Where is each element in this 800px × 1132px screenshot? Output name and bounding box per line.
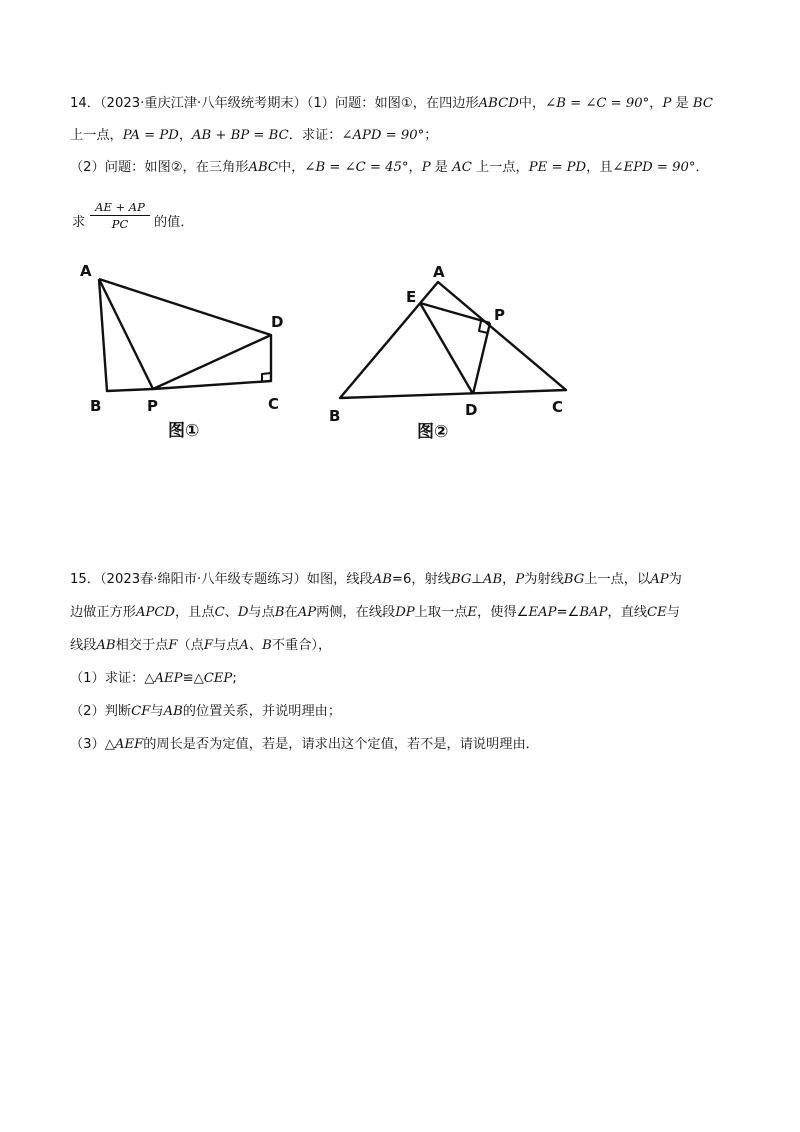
fig1-label-c: C: [268, 395, 280, 413]
q14-number: 14．: [70, 96, 100, 111]
fig2-triangle-abc: [340, 282, 566, 398]
q15-number: 15．: [70, 572, 100, 587]
q14-figures: [0, 0, 800, 460]
q15-part-2: （2）判断CF与AB的位置关系，并说明理由；: [70, 704, 342, 719]
fig1-label-p: P: [147, 397, 158, 415]
q15-part-3: （3）△AEF的周长是否为定值，若是，请求出这个定值，若不是，请说明理由．: [70, 737, 539, 752]
q14-ask: 求: [72, 215, 86, 230]
fig2-caption: 图②: [417, 422, 449, 442]
fig2-label-e: E: [406, 288, 417, 306]
fig2-label-c: C: [552, 398, 564, 416]
fig1-segment-pd: [153, 335, 271, 389]
fig1-label-d: D: [271, 313, 284, 331]
q14-line-2: 上一点，PA = PD，AB + BP = BC．求证：∠APD = 90°；: [70, 128, 438, 143]
fig1-label-b: B: [90, 397, 102, 415]
q15-line-1: 15．（2023春·绵阳市·八年级专题练习）如图，线段AB=6，射线BG⊥AB，P为射线BG上一点，以AP为: [70, 572, 682, 587]
fraction-denominator: PC: [111, 217, 129, 231]
fig2-label-a: A: [433, 263, 445, 281]
q15-line-3: 线段AB相交于点F（点F与点A、B不重合），: [70, 638, 332, 653]
fig1-caption: 图①: [168, 421, 200, 441]
figure-1: [99, 279, 271, 391]
fig2-label-p: P: [494, 306, 505, 324]
fig2-label-d: D: [465, 401, 478, 419]
q14-line-1: 14．（2023·重庆江津·八年级统考期末）（1）问题：如图①，在四边形ABCD中，∠B = ∠C = 90°，P 是 BC: [70, 96, 713, 111]
q15-part-1: （1）求证：△AEP≌△CEP;: [70, 671, 237, 686]
q14-line-3: （2）问题：如图②，在三角形ABC中，∠B = ∠C = 45°，P 是 AC 上一点，PE = PD，且∠EPD = 90°．: [70, 160, 709, 175]
fig2-label-b: B: [329, 407, 341, 425]
q14-ask-end: 的值．: [154, 215, 194, 230]
fig1-segment-ap: [99, 279, 153, 389]
figure-2: [340, 282, 566, 398]
q15-line-2: 边做正方形APCD，且点C、D与点B在AP两侧，在线段DP上取一点E，使得∠EAP=∠BAP，直线CE与: [70, 605, 680, 620]
q14-source: （2023·重庆江津·八年级统考期末）: [99, 96, 307, 111]
q15-source: （2023春·绵阳市·八年级专题练习）: [99, 572, 307, 587]
fig1-label-a: A: [80, 262, 92, 280]
fraction-numerator: AE + AP: [90, 200, 150, 216]
